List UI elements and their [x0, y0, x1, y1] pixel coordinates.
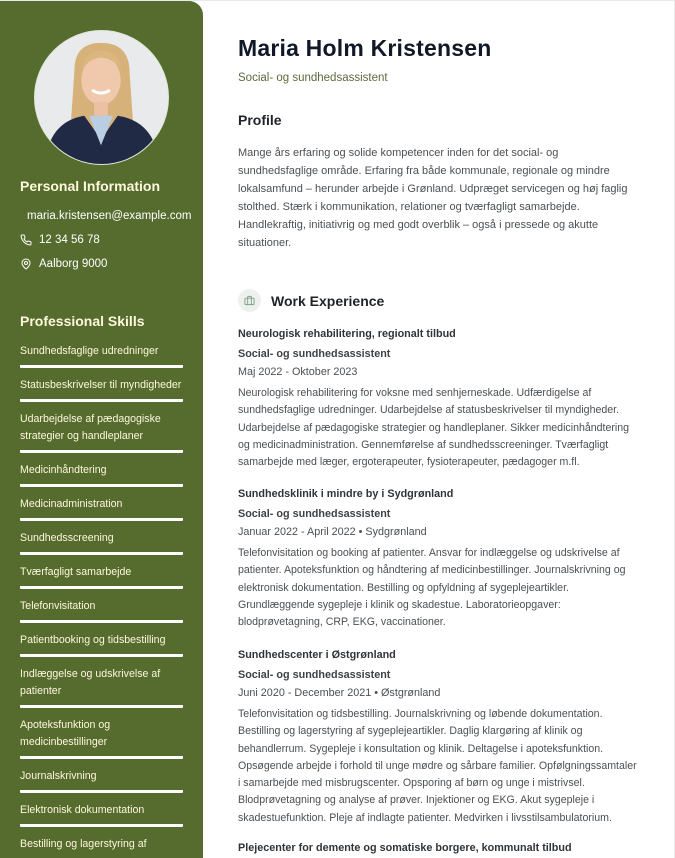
- skill-item: Telefonvisitation: [20, 597, 183, 623]
- job-dates: Maj 2022 - Oktober 2023: [238, 366, 358, 378]
- work-experience-header: [238, 289, 384, 312]
- job-title: Social- og sundhedsassistent: [238, 72, 388, 84]
- email-text[interactable]: maria.kristensen@example.com: [27, 210, 192, 222]
- skill-item: Medicinadministration: [20, 495, 183, 521]
- email-item[interactable]: [27, 210, 191, 222]
- skill-item: Sundhedsscreening: [20, 529, 183, 555]
- skill-item: Apoteksfunktion og medicinbestillinger: [20, 716, 183, 759]
- skills-heading: Professional Skills: [20, 313, 145, 329]
- sidebar: [0, 1, 203, 858]
- job-description: Neurologisk rehabilitering for voksne med senhjerneskade. Udfærdigelse af sundhedsfaglige udredninger. Udarbejdelse af statusbeskrivelser til myndigheder. Udarbejdelse af pædagogiske strategier og handleplaner. Sikker medicinhåndtering og medicinadministration. Gennemførelse af sundhedsscreeninger. Tværfagligt samarbejde med læger, ergoterapeuter, fysioterapeuter, pædagoger m.fl.: [238, 387, 630, 469]
- skill-item: Udarbejdelse af pædagogiske strategier og handleplaner: [20, 410, 183, 453]
- job-entry: [238, 648, 638, 827]
- briefcase-icon: [238, 289, 261, 312]
- job-role: Social- og sundhedsassistent: [238, 348, 391, 360]
- skill-item: Elektronisk dokumentation: [20, 801, 183, 827]
- skill-item: Tværfagligt samarbejde: [20, 563, 183, 589]
- job-entry: [238, 841, 638, 855]
- job-role: Social- og sundhedsassistent: [238, 508, 391, 520]
- job-company: Sundhedscenter i Østgrønland: [238, 649, 396, 661]
- skill-item: Bestilling og lagerstyring af: [20, 835, 183, 858]
- profile-heading: Profile: [238, 112, 282, 128]
- candidate-name: Maria Holm Kristensen: [238, 35, 492, 61]
- job-company: Neurologisk rehabilitering, regionalt tilbud: [238, 328, 456, 340]
- location-pin-icon: [20, 258, 32, 270]
- location-item: [20, 258, 107, 270]
- job-entry: [238, 327, 638, 471]
- job-entry: [238, 487, 638, 631]
- skill-item: Indlæggelse og udskrivelse af patienter: [20, 665, 183, 708]
- job-dates: Juni 2020 - December 2021 • Østgrønland: [238, 687, 441, 699]
- location-text: Aalborg 9000: [39, 258, 108, 270]
- job-role: Social- og sundhedsassistent: [238, 669, 391, 681]
- job-company: Sundhedsklinik i mindre by i Sydgrønland: [238, 488, 454, 500]
- profile-summary: Mange års erfaring og solide kompetencer inden for det social- og sundhedsfaglige område. Erfaring fra både kommunale, regionale og mindre lokalsamfund – herunder arbejde i Grønland. Udpræget servicegen og høj faglig stolthed. Stærk i kommunikation, relationer og tværfagligt samarbejde. Handlekraftig, initiativrig og med godt overblik – også i pressede og akutte situationer.: [238, 147, 628, 249]
- skill-item: Medicinhåndtering: [20, 461, 183, 487]
- job-dates: Januar 2022 - April 2022 • Sydgrønland: [238, 526, 427, 538]
- skill-item: Statusbeskrivelser til myndigheder: [20, 376, 183, 402]
- personal-info-heading: Personal Information: [20, 178, 161, 194]
- phone-icon: [20, 234, 32, 246]
- job-description: Telefonvisitation og booking af patienter. Ansvar for indlæggelse og udskrivelse af patienter. Apoteksfunktion og håndtering af medicinbestillinger. Journalskrivning og elektronisk dokumentation. Bestilling og opfyldning af sygeplejeartikler. Grundlæggende sygepleje i klinik og skadestue. Laboratorieopgaver: blodprøvetagning, CRP, EKG, vaccinationer.: [238, 547, 626, 629]
- skill-item: Journalskrivning: [20, 767, 183, 793]
- phone-text: 12 34 56 78: [39, 234, 100, 246]
- job-description: Telefonvisitation og tidsbestilling. Journalskrivning og løbende dokumentation. Bestilling og lagerstyring af sygeplejeartikler. Daglig klargøring af klinik og behandlerrum. Sygepleje i konsultation og klinik. Deltagelse i apoteksfunktion. Opsøgende arbejde i forhold til unge mødre og sårbare familier. Opfølgningssamtaler i samarbejde med misbrugscenter. Opsporing af børn og unge i mistrivsel. Blodprøvetagning og analyse af prøver. Injektioner og EKG. Akut sygepleje i skadestuefunktion. Pleje af indlagte patienter. Medvirken i livsstilsambulatorium.: [238, 708, 637, 824]
- work-experience-heading: Work Experience: [271, 292, 385, 309]
- skill-item: Patientbooking og tidsbestilling: [20, 631, 183, 657]
- avatar: [34, 30, 169, 165]
- phone-item[interactable]: [20, 234, 100, 246]
- job-company: Plejecenter for demente og somatiske borgere, kommunalt tilbud: [238, 842, 572, 854]
- profile-photo: [35, 31, 168, 164]
- skills-list: [20, 342, 183, 858]
- skill-item: Sundhedsfaglige udredninger: [20, 342, 183, 368]
